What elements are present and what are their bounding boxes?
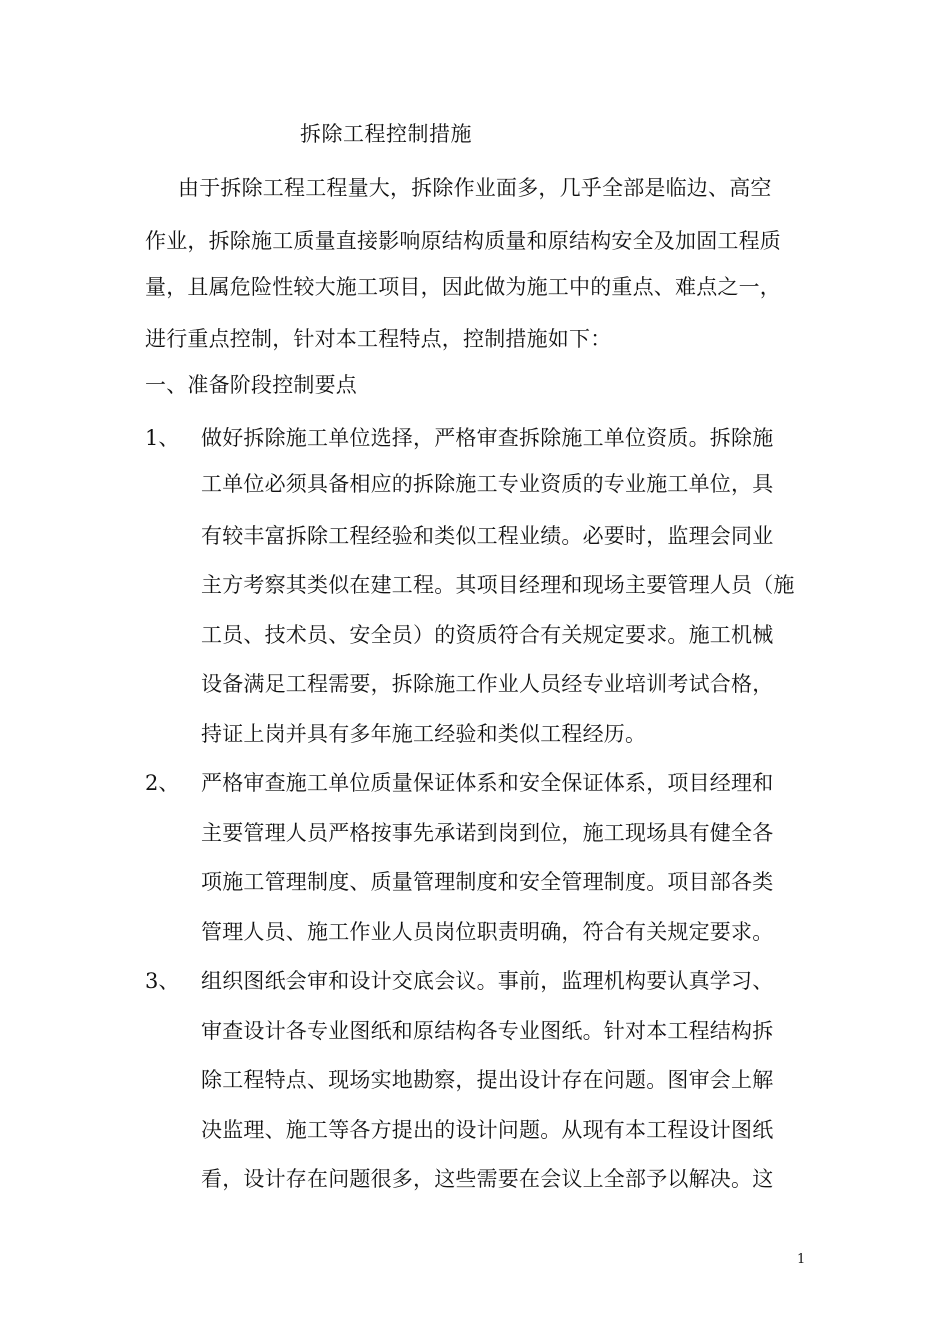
item-number: 2、 — [145, 771, 180, 795]
item-line: 主方考察其类似在建工程。其项目经理和现场主要管理人员（施 — [201, 573, 795, 597]
item-line: 项施工管理制度、质量管理制度和安全管理制度。项目部各类 — [201, 870, 774, 894]
item-line: 工员、技术员、安全员）的资质符合有关规定要求。施工机械 — [201, 623, 774, 647]
item-number: 1、 — [145, 426, 180, 450]
item-line: 审查设计各专业图纸和原结构各专业图纸。针对本工程结构拆 — [201, 1019, 774, 1043]
item-line: 持证上岗并具有多年施工经验和类似工程经历。 — [201, 722, 647, 746]
item-line: 做好拆除施工单位选择，严格审查拆除施工单位资质。拆除施 — [201, 426, 774, 450]
intro-line: 由于拆除工程工程量大，拆除作业面多，几乎全部是临边、高空 — [178, 176, 772, 200]
item-line: 管理人员、施工作业人员岗位职责明确，符合有关规定要求。 — [201, 920, 774, 944]
page-number: 1 — [797, 1252, 806, 1267]
intro-line: 量，且属危险性较大施工项目，因此做为施工中的重点、难点之一， — [145, 275, 781, 299]
intro-line: 进行重点控制，针对本工程特点，控制措施如下： — [145, 327, 612, 351]
item-line: 严格审查施工单位质量保证体系和安全保证体系，项目经理和 — [201, 771, 774, 795]
intro-line: 作业，拆除施工质量直接影响原结构质量和原结构安全及加固工程质 — [145, 229, 781, 253]
item-line: 决监理、施工等各方提出的设计问题。从现有本工程设计图纸 — [201, 1118, 774, 1142]
page-title: 拆除工程控制措施 — [300, 122, 472, 146]
item-line: 主要管理人员严格按事先承诺到岗到位，施工现场具有健全各 — [201, 821, 774, 845]
item-line: 设备满足工程需要，拆除施工作业人员经专业培训考试合格， — [201, 672, 774, 696]
item-line: 有较丰富拆除工程经验和类似工程业绩。必要时，监理会同业 — [201, 524, 774, 548]
item-number: 3、 — [145, 969, 180, 993]
item-line: 看，设计存在问题很多，这些需要在会议上全部予以解决。这 — [201, 1167, 774, 1191]
section-heading: 一、准备阶段控制要点 — [145, 373, 357, 397]
item-line: 组织图纸会审和设计交底会议。事前，监理机构要认真学习、 — [201, 969, 774, 993]
item-line: 工单位必须具备相应的拆除施工专业资质的专业施工单位，具 — [201, 472, 774, 496]
item-line: 除工程特点、现场实地勘察，提出设计存在问题。图审会上解 — [201, 1068, 774, 1092]
